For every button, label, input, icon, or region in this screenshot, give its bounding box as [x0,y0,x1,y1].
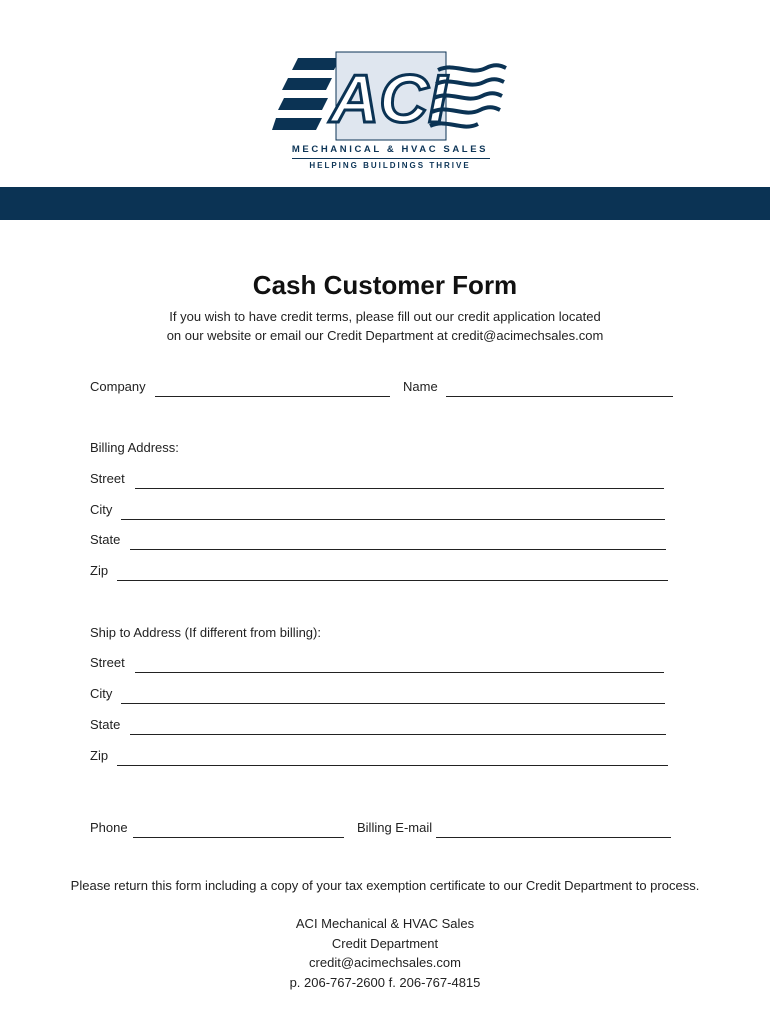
logo-tagline-2: HELPING BUILDINGS THRIVE [309,161,471,170]
shipping-street-line[interactable] [135,672,664,673]
billing-zip-line[interactable] [117,580,668,581]
logo-tagline-1: MECHANICAL & HVAC SALES [291,144,489,155]
shipping-street-label: Street [90,655,125,670]
contact-phone-fax: p. 206-767-2600 f. 206-767-4815 [289,974,481,990]
billing-street-line[interactable] [135,488,664,489]
shipping-zip-field[interactable] [90,748,668,766]
billing-email-label: Billing E-mail [357,820,433,835]
name-label: Name [403,379,438,394]
contact-department: Credit Department [331,935,439,951]
billing-heading: Billing Address: [90,440,179,455]
phone-input-line[interactable] [133,837,344,838]
billing-street-field[interactable] [90,471,664,489]
logo-wordmark: ACI [330,61,448,137]
billing-email-field[interactable] [357,820,671,838]
phone-field[interactable] [90,820,344,838]
shipping-city-line[interactable] [121,703,665,704]
shipping-zip-label: Zip [90,748,109,763]
page-title: Cash Customer Form [252,270,518,300]
intro-text [100,307,670,345]
billing-zip-field[interactable] [90,563,668,581]
logo-divider [292,158,490,159]
return-note: Please return this form including a copy of your tax exemption certificate to our Credit Department to process. [70,878,700,893]
company-input-line[interactable] [155,396,390,397]
billing-city-line[interactable] [121,519,665,520]
shipping-city-field[interactable] [90,686,665,704]
billing-state-field[interactable] [90,532,666,550]
shipping-heading: Ship to Address (If different from billing): [90,625,321,640]
company-label: Company [90,379,146,394]
shipping-street-field[interactable] [90,655,664,673]
shipping-zip-line[interactable] [117,765,668,766]
contact-block [0,914,770,992]
billing-city-label: City [90,502,113,517]
contact-email[interactable]: credit@acimechsales.com [309,955,461,970]
company-logo [270,50,510,175]
aci-logo-mark [270,50,510,142]
phone-label: Phone [90,820,128,835]
company-field[interactable] [90,379,390,397]
contact-company: ACI Mechanical & HVAC Sales [295,916,475,931]
billing-zip-label: Zip [90,563,109,578]
shipping-state-field[interactable] [90,717,666,735]
billing-state-label: State [90,532,121,547]
shipping-city-label: City [90,686,113,701]
name-field[interactable] [403,379,673,397]
shipping-state-label: State [90,717,121,732]
intro-line-2: on our website or email our Credit Department at credit@acimechsales.com [166,328,604,343]
billing-state-line[interactable] [130,549,666,550]
name-input-line[interactable] [446,396,673,397]
intro-line-1: If you wish to have credit terms, please fill out our credit application located [169,309,601,324]
billing-city-field[interactable] [90,502,665,520]
billing-email-line[interactable] [436,837,671,838]
header-band [0,187,770,220]
billing-street-label: Street [90,471,125,486]
shipping-state-line[interactable] [130,734,666,735]
